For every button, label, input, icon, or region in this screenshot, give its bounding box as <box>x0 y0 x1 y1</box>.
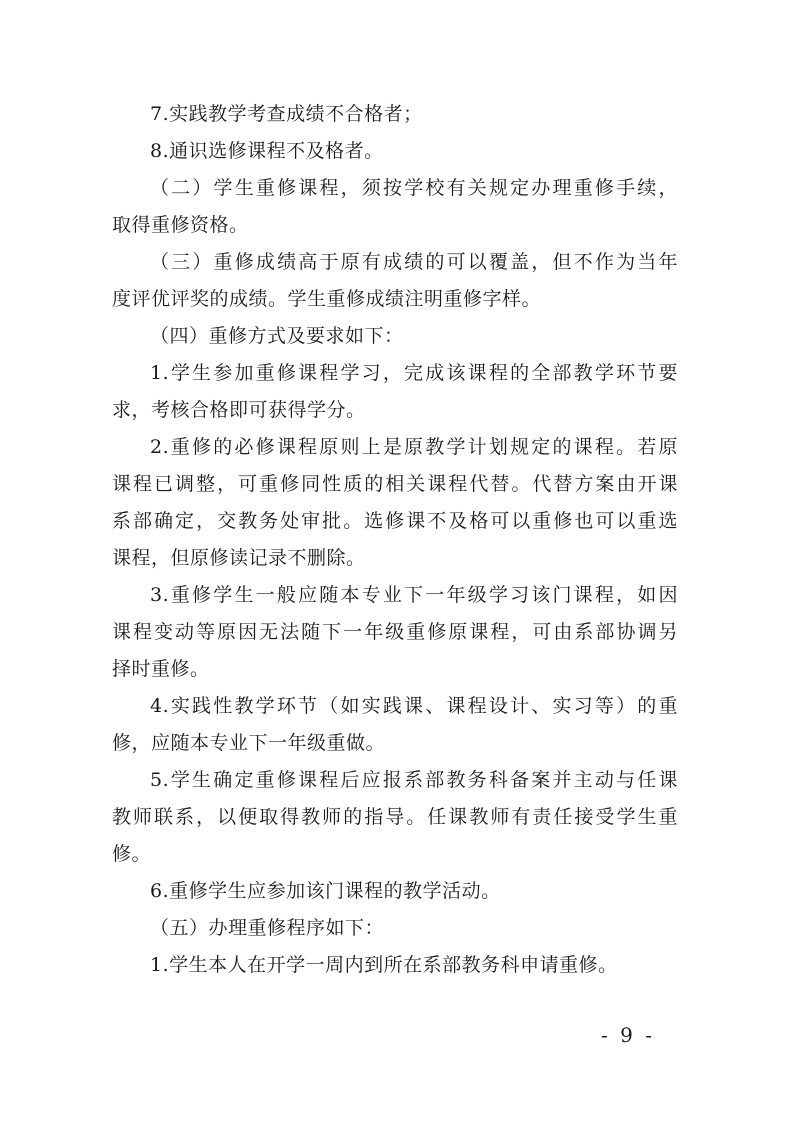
text-line: 修。 <box>112 843 152 865</box>
text-line: 6.重修学生应参加该门课程的教学活动。 <box>150 880 501 902</box>
text-line: 5.学生确定重修课程后应报系部教务科备案并主动与任课 <box>150 769 678 791</box>
text-line: 取得重修资格。 <box>112 214 249 236</box>
text-line: （五）办理重修程序如下： <box>150 917 385 939</box>
text-line: 求，考核合格即可获得学分。 <box>112 399 366 421</box>
text-line: 教师联系，以便取得教师的指导。任课教师有责任接受学生重 <box>112 806 678 828</box>
text-line: 7.实践教学考查成绩不合格者； <box>150 103 423 125</box>
text-line: 课程变动等原因无法随下一年级重修原课程，可由系部协调另 <box>112 621 678 643</box>
text-line: 2.重修的必修课程原则上是原教学计划规定的课程。若原 <box>150 436 678 458</box>
body-text <box>112 96 678 984</box>
text-line: 1.学生本人在开学一周内到所在系部教务科申请重修。 <box>150 954 618 976</box>
page-number: - 9 - <box>601 1023 655 1047</box>
text-line: 4.实践性教学环节（如实践课、课程设计、实习等）的重 <box>150 695 678 717</box>
text-line: 修，应随本专业下一年级重做。 <box>112 732 386 754</box>
text-line: 课程已调整，可重修同性质的相关课程代替。代替方案由开课 <box>112 473 678 495</box>
text-line: 课程，但原修读记录不删除。 <box>112 547 366 569</box>
text-line: 系部确定，交教务处审批。选修课不及格可以重修也可以重选 <box>112 510 678 532</box>
text-line: （二）学生重修课程，须按学校有关规定办理重修手续， <box>150 177 678 199</box>
text-line: 1.学生参加重修课程学习，完成该课程的全部教学环节要 <box>150 362 678 384</box>
text-line: （四）重修方式及要求如下： <box>150 325 404 347</box>
text-line: 度评优评奖的成绩。学生重修成绩注明重修字样。 <box>112 288 542 310</box>
text-line: 8.通识选修课程不及格者。 <box>150 140 384 162</box>
text-line: 3.重修学生一般应随本专业下一年级学习该门课程，如因 <box>150 584 678 606</box>
text-line: 择时重修。 <box>112 658 210 680</box>
text-line: （三）重修成绩高于原有成绩的可以覆盖，但不作为当年 <box>150 251 678 273</box>
